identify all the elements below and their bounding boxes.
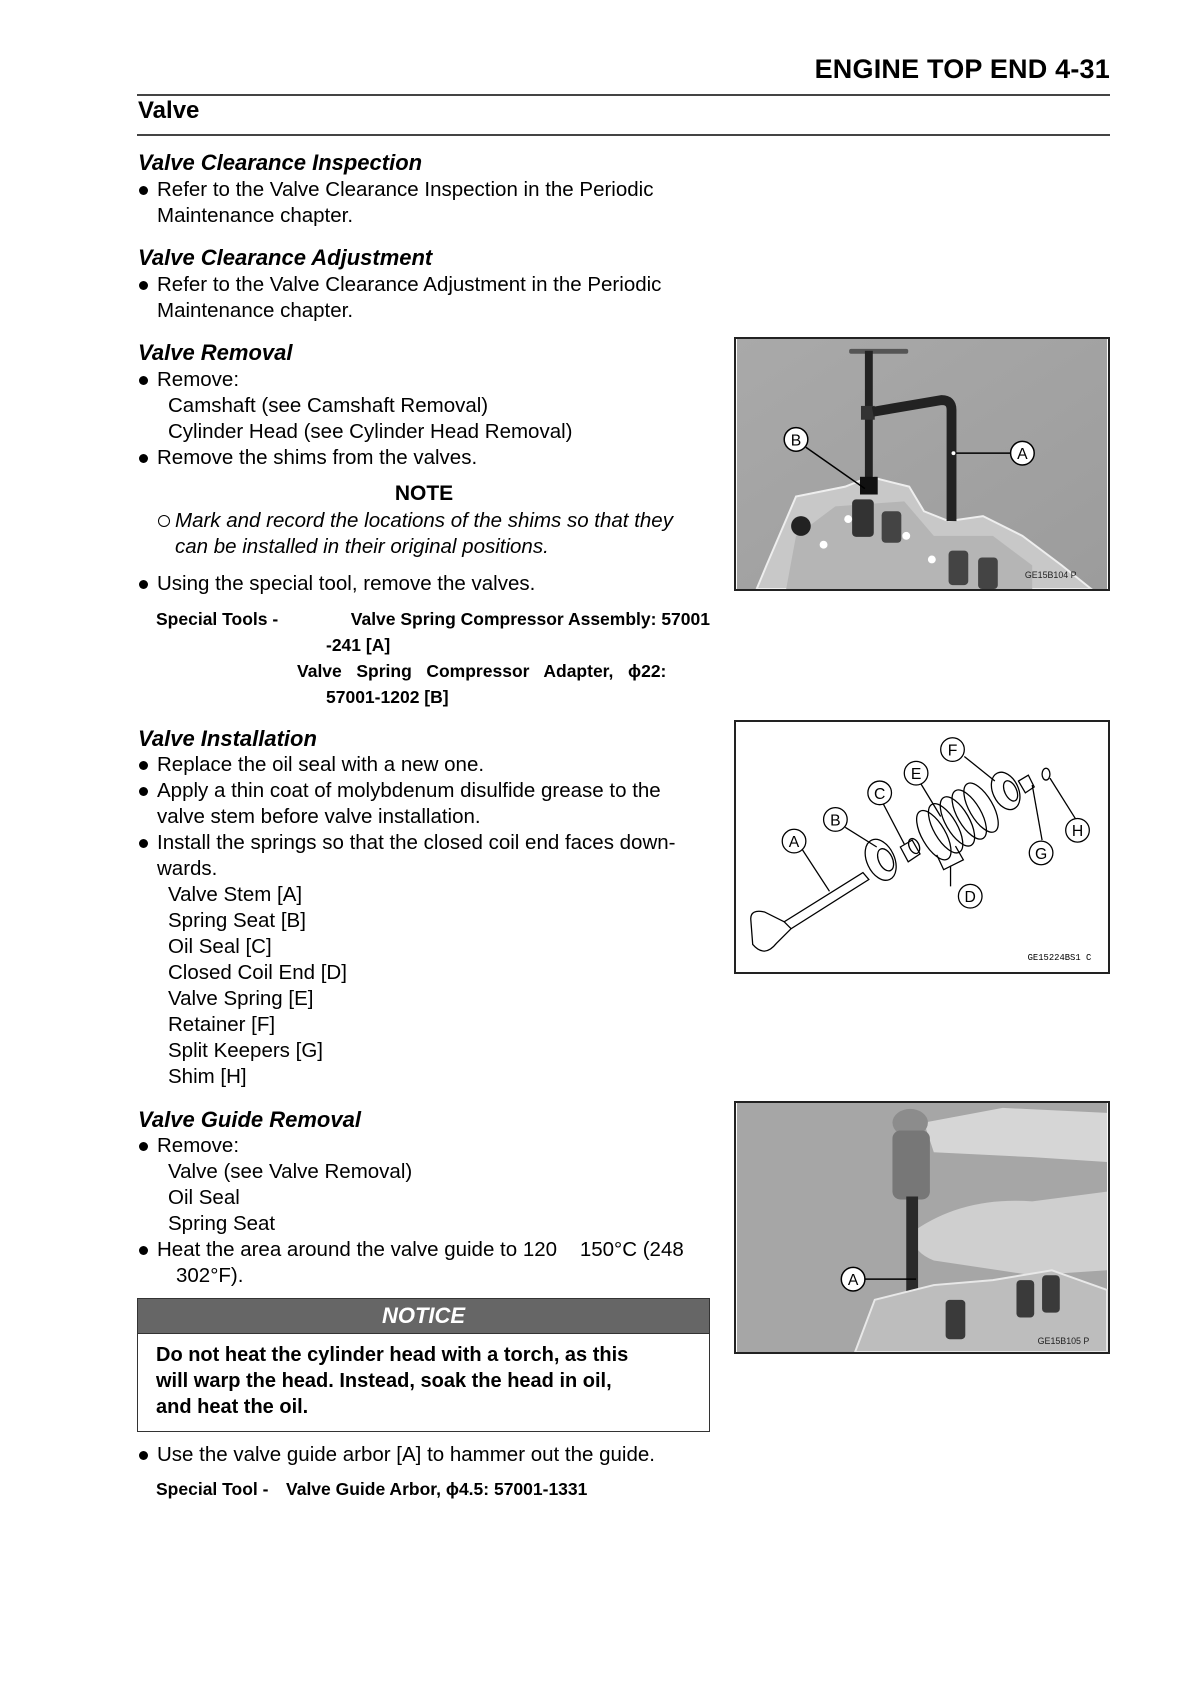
bullet-remove: [138, 367, 710, 393]
note-text: [158, 508, 710, 560]
svg-text:B: B: [830, 812, 841, 830]
part-label: Valve Spring [E]: [168, 987, 314, 1010]
special-tool-label: Special Tool -: [156, 1479, 269, 1499]
removal-item: Camshaft (see Camshaft Removal): [168, 394, 489, 417]
circle-bullet-icon: [158, 515, 170, 527]
callout-e: [904, 761, 928, 785]
text-line: Refer to the Valve Clearance Adjustment in the Periodic: [157, 273, 662, 296]
svg-text:G: G: [1034, 845, 1048, 863]
figure-code: GE15224BS1 C: [1027, 953, 1092, 964]
bullet-text: Remove:: [157, 368, 240, 391]
callout-f: [941, 738, 965, 762]
callout-b: [824, 808, 848, 832]
text-line: Do not heat the cylinder head with a torch, as this: [156, 1344, 629, 1366]
tool-2-line1: Valve Spring Compressor Adapter, ϕ22:: [297, 661, 667, 681]
heading-clearance-adjustment: Valve Clearance Adjustment: [138, 245, 433, 270]
bullet-text: [157, 830, 710, 882]
removal-item: Spring Seat: [168, 1212, 276, 1235]
heading-valve-removal: Valve Removal: [138, 340, 293, 365]
heading-valve-installation: Valve Installation: [138, 726, 317, 751]
text-line: valve stem before valve installation.: [157, 805, 481, 828]
text-line: Refer to the Valve Clearance Inspection in the Periodic: [157, 178, 654, 201]
header-rule: [137, 94, 1110, 96]
callout-a: [1011, 441, 1035, 465]
bullet-remove-shims: [138, 445, 710, 471]
page-header-title: ENGINE TOP END 4-31: [814, 54, 1110, 84]
callout-c: [868, 781, 892, 805]
section-rule: [137, 134, 1110, 136]
svg-text:H: H: [1071, 823, 1084, 841]
note-title: NOTE: [394, 482, 454, 505]
svg-text:F: F: [947, 742, 958, 760]
valve-exploded-drawing: [736, 722, 1108, 972]
figure-valve-guide-arbor: [734, 1101, 1110, 1354]
bullet-heat-area: [138, 1237, 710, 1289]
heading-clearance-inspection: Valve Clearance Inspection: [138, 150, 423, 175]
part-label: Valve Stem [A]: [168, 883, 303, 906]
bullet-apply-grease: [138, 778, 710, 830]
bullet-text: Replace the oil seal with a new one.: [157, 753, 485, 776]
part-label: Split Keepers [G]: [168, 1039, 323, 1062]
figure-code: GE15B105 P: [1037, 1336, 1090, 1347]
text-line: Mark and record the locations of the shims so that they: [175, 509, 673, 532]
tool-1-line2: -241 [A]: [326, 635, 391, 655]
svg-text:E: E: [910, 766, 922, 784]
text-line: can be installed in their original positions.: [175, 535, 549, 558]
tool-1-line1: Valve Spring Compressor Assembly: 57001: [350, 609, 710, 629]
part-label: Spring Seat [B]: [168, 909, 306, 932]
text-line: will warp the head. Instead, soak the head in oil,: [156, 1370, 612, 1392]
text-line: Install the springs so that the closed coil end faces down-: [157, 831, 676, 854]
bullet-hammer-guide: [138, 1442, 710, 1468]
removal-item: Oil Seal: [168, 1186, 240, 1209]
bullet-clearance-inspection: [138, 177, 710, 229]
text-line: wards.: [157, 857, 218, 880]
callout-b: [784, 428, 808, 452]
figure-valve-spring-compressor: [734, 337, 1110, 591]
notice-title: NOTICE: [138, 1299, 709, 1334]
text-line: and heat the oil.: [156, 1396, 309, 1418]
svg-text:A: A: [847, 1272, 859, 1290]
part-label: Closed Coil End [D]: [168, 961, 347, 984]
callout-g: [1029, 841, 1053, 865]
special-tool-value: Valve Guide Arbor, ϕ4.5: 57001-1331: [286, 1479, 588, 1499]
removal-item: Valve (see Valve Removal): [168, 1160, 413, 1183]
bullet-install-springs: [138, 830, 710, 882]
bullet-remove: [138, 1133, 710, 1159]
text-line: Maintenance chapter.: [157, 204, 354, 227]
notice-message: [138, 1334, 709, 1420]
svg-text:B: B: [790, 432, 802, 450]
bullet-clearance-adjustment: [138, 272, 710, 324]
bullet-text: Remove the shims from the valves.: [157, 446, 478, 469]
arbor-photo-illustration: [736, 1103, 1108, 1352]
figure-valve-exploded-diagram: [734, 720, 1110, 974]
svg-text:D: D: [964, 889, 976, 907]
heading-guide-removal: Valve Guide Removal: [138, 1107, 361, 1132]
callout-h: [1066, 818, 1090, 842]
bullet-text: Remove:: [157, 1134, 240, 1157]
part-label: Oil Seal [C]: [168, 935, 272, 958]
figure-code: GE15B104 P: [1024, 570, 1077, 581]
bullet-text: Using the special tool, remove the valves.: [157, 572, 536, 595]
bullet-replace-oil-seal: [138, 752, 710, 778]
callout-d: [958, 884, 982, 908]
text-line: Maintenance chapter.: [157, 299, 354, 322]
text-line: Heat the area around the valve guide to 120 150°C (248: [157, 1238, 684, 1261]
part-label: Retainer [F]: [168, 1013, 276, 1036]
bullet-special-tool: [138, 571, 710, 597]
text-line: Apply a thin coat of molybdenum disulfide grease to the: [157, 779, 661, 802]
bullet-text: [157, 778, 710, 830]
text-line: 302°F).: [176, 1264, 244, 1287]
part-label: Shim [H]: [168, 1065, 247, 1088]
notice-box: [137, 1298, 710, 1432]
callout-a: [841, 1267, 865, 1291]
bullet-text: [157, 272, 710, 324]
removal-item: Cylinder Head (see Cylinder Head Removal): [168, 420, 573, 443]
special-tools-label: Special Tools -: [156, 609, 279, 629]
svg-text:C: C: [873, 785, 886, 803]
bullet-text: [157, 177, 710, 229]
compressor-photo-illustration: [736, 339, 1108, 589]
svg-text:A: A: [788, 834, 800, 851]
callout-a: [782, 829, 806, 853]
tool-2-line2: 57001-1202 [B]: [326, 687, 449, 707]
bullet-text: [157, 1237, 710, 1289]
bullet-text: Use the valve guide arbor [A] to hammer out the guide.: [157, 1443, 655, 1466]
note-body: [175, 508, 710, 560]
svg-text:A: A: [1017, 446, 1028, 464]
section-title: Valve: [138, 97, 200, 124]
